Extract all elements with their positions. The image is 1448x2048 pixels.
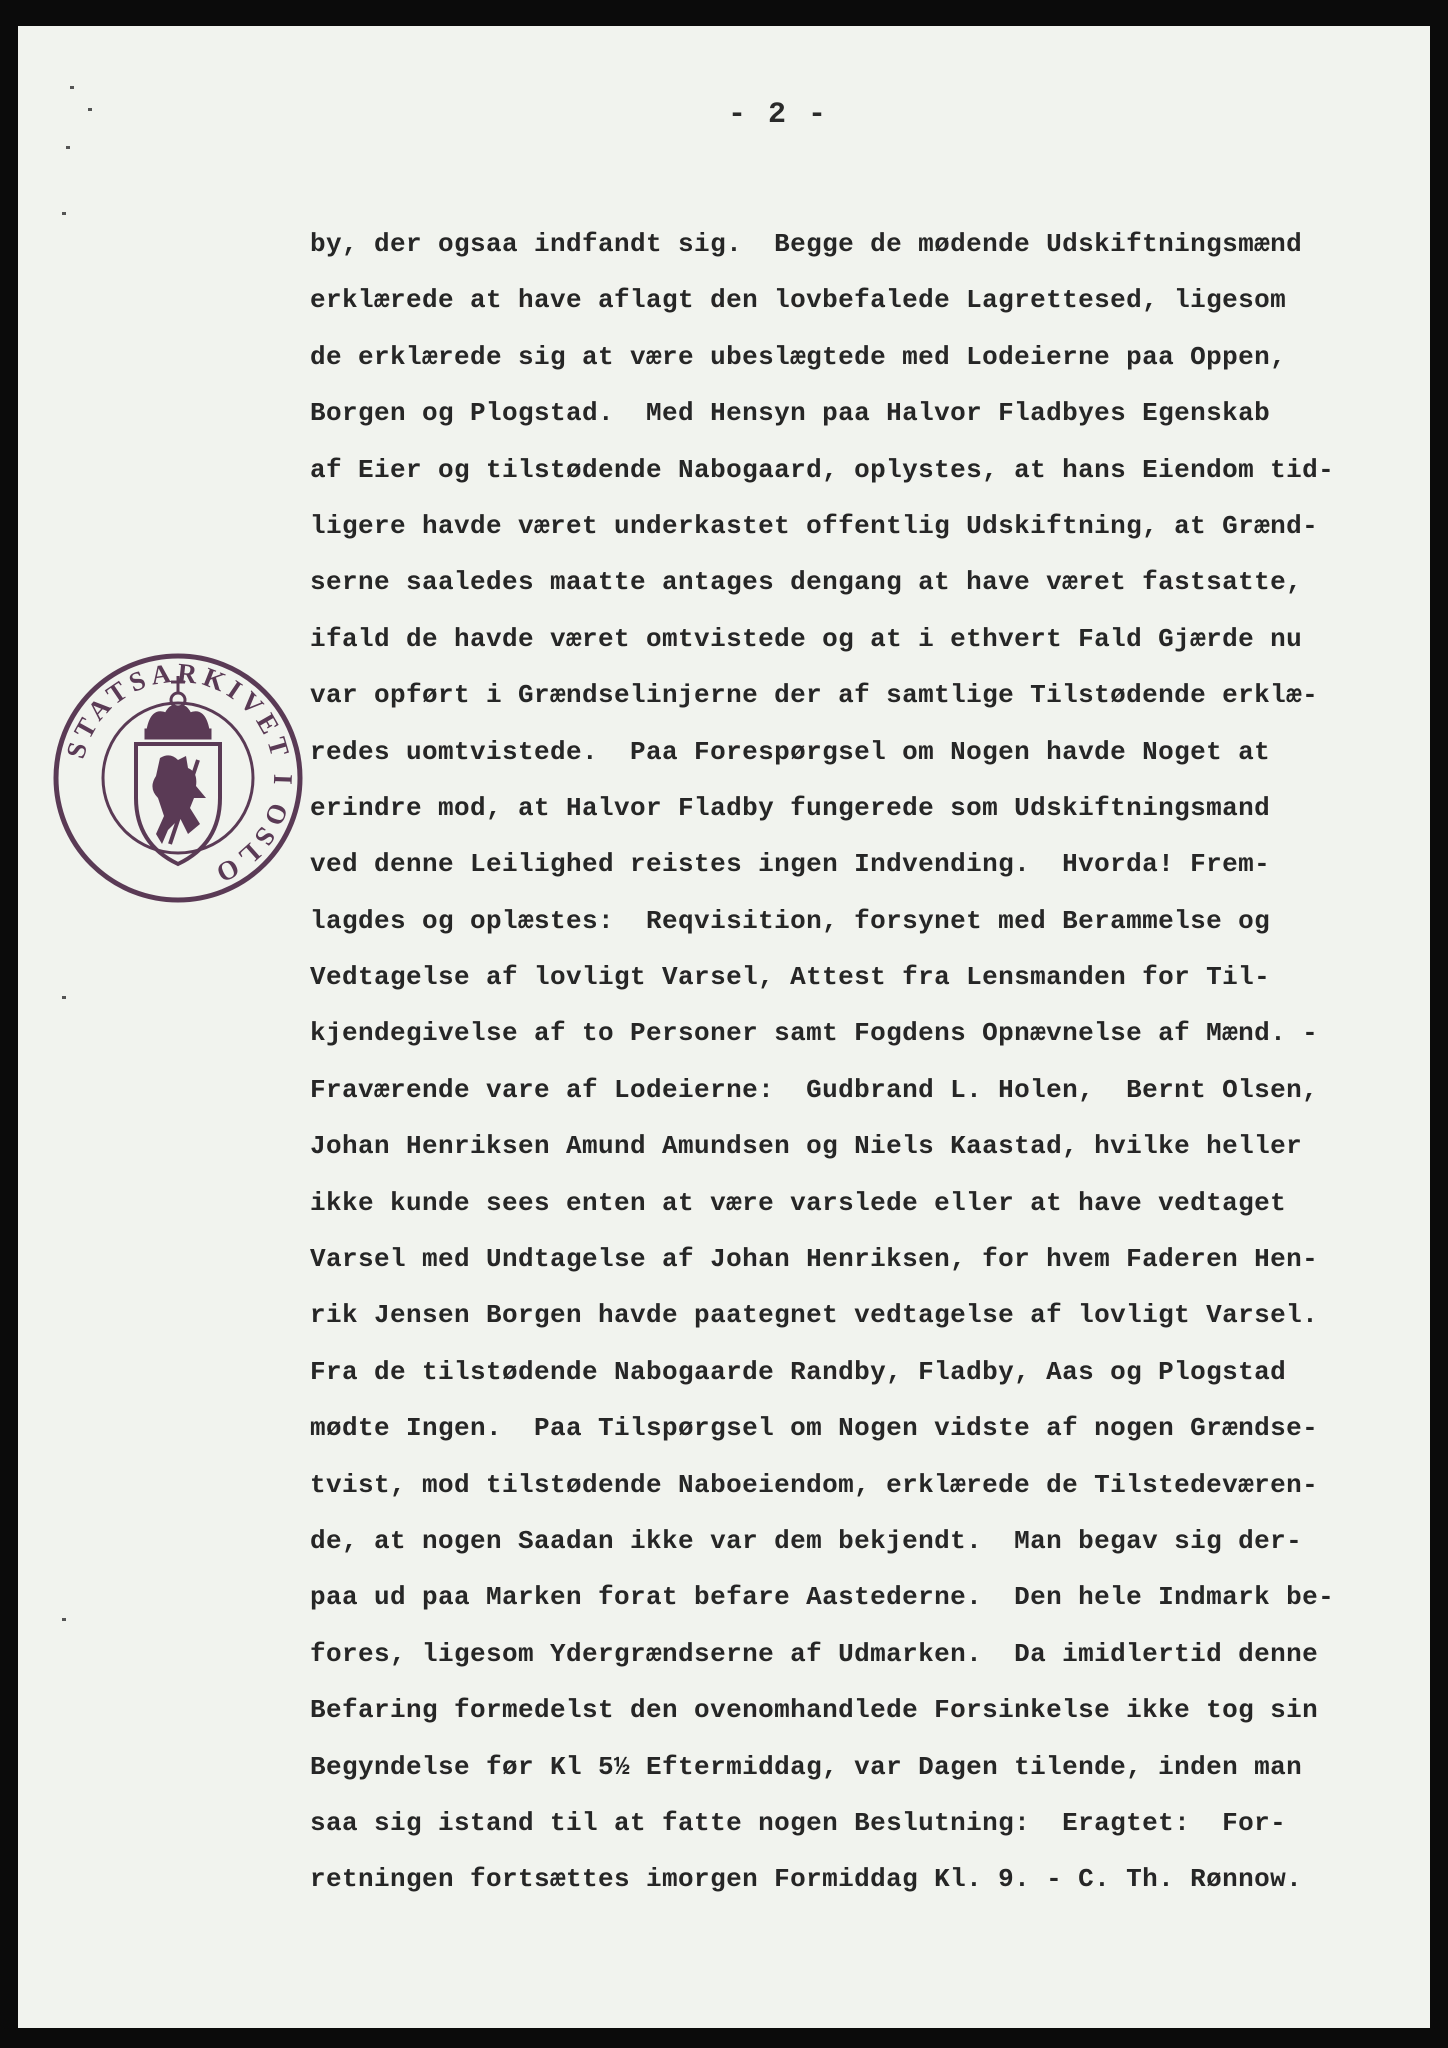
text-line: paa ud paa Marken forat befare Aastederne. Den hele Indmark be- <box>310 1582 1335 1613</box>
text-line: by, der ogsaa indfandt sig. Begge de mødende Udskiftningsmænd <box>310 229 1303 259</box>
text-line: Befaring formedelst den ovenomhandlede Forsinkelse ikke tog sin <box>310 1695 1319 1726</box>
archive-stamp <box>48 648 308 908</box>
margin-mark <box>66 146 70 149</box>
text-line: ved denne Leilighed reistes ingen Indvending. Hvorda! Frem- <box>310 849 1271 880</box>
text-line: var opført i Grændselinjerne der af samtlige Tilstødende erklæ- <box>310 680 1319 711</box>
text-line: erklærede at have aflagt den lovbefalede Lagrettesed, ligesom <box>310 285 1287 316</box>
text-line: de, at nogen Saadan ikke var dem bekjendt. Man begav sig der- <box>310 1525 1303 1556</box>
text-line: Fraværende vare af Lodeierne: Gudbrand L. Holen, Bernt Olsen, <box>310 1074 1319 1105</box>
text-line: Varsel med Undtagelse af Johan Henriksen, for hvem Faderen Hen- <box>310 1244 1319 1275</box>
text-line: ifald de havde været omtvistede og at i ethvert Fald Gjærde nu <box>310 623 1303 654</box>
text-line: mødte Ingen. Paa Tilspørgsel om Nogen vidste af nogen Grændse- <box>310 1413 1319 1444</box>
text-line: retningen fortsættes imorgen Formiddag Kl. 9. - C. Th. Rønnow. <box>310 1864 1303 1895</box>
text-line: de erklærede sig at være ubeslægtede med Lodeierne paa Oppen, <box>310 341 1287 372</box>
text-line: redes uomtvistede. Paa Forespørgsel om Nogen havde Noget at <box>310 736 1271 767</box>
text-line: Johan Henriksen Amund Amundsen og Niels Kaastad, hvilke heller <box>310 1131 1303 1162</box>
page-number: - 2 - <box>727 98 828 132</box>
document-page <box>18 26 1430 2028</box>
text-line: rik Jensen Borgen havde paategnet vedtagelse af lovligt Varsel. <box>310 1300 1319 1331</box>
stamp-text: STATSARKIVET I OSLO <box>60 657 299 891</box>
text-line: kjendegivelse af to Personer samt Fogdens Opnævnelse af Mænd. - <box>310 1018 1319 1049</box>
margin-mark <box>70 86 74 89</box>
text-line: Borgen og Plogstad. Med Hensyn paa Halvor Fladbyes Egenskab <box>310 398 1271 429</box>
margin-mark <box>88 108 92 111</box>
text-line: Begyndelse før Kl 5½ Eftermiddag, var Dagen tilende, inden man <box>310 1751 1303 1782</box>
text-line: ikke kunde sees enten at være varslede eller at have vedtaget <box>310 1187 1287 1218</box>
margin-mark <box>62 1618 66 1621</box>
text-line: Fra de tilstødende Nabogaarde Randby, Fladby, Aas og Plogstad <box>310 1356 1287 1387</box>
text-line: fores, ligesom Ydergrændserne af Udmarken. Da imidlertid denne <box>310 1638 1319 1669</box>
text-line: saa sig istand til at fatte nogen Beslutning: Eragtet: For- <box>310 1807 1287 1838</box>
text-line: Vedtagelse af lovligt Varsel, Attest fra Lensmanden for Til- <box>310 962 1271 993</box>
text-line: erindre mod, at Halvor Fladby fungerede som Udskiftningsmand <box>310 792 1271 823</box>
text-line: af Eier og tilstødende Nabogaard, oplystes, at hans Eiendom tid- <box>310 454 1335 485</box>
text-line: ligere havde været underkastet offentlig Udskiftning, at Grænd- <box>310 510 1319 541</box>
margin-mark <box>62 996 66 999</box>
document-body <box>310 216 1430 1908</box>
text-line: tvist, mod tilstødende Naboeiendom, erklærede de Tilstedeværen- <box>310 1469 1319 1500</box>
text-line: lagdes og oplæstes: Reqvisition, forsynet med Berammelse og <box>310 905 1271 936</box>
text-line: serne saaledes maatte antages dengang at have været fastsatte, <box>310 567 1303 598</box>
margin-mark <box>62 212 66 215</box>
